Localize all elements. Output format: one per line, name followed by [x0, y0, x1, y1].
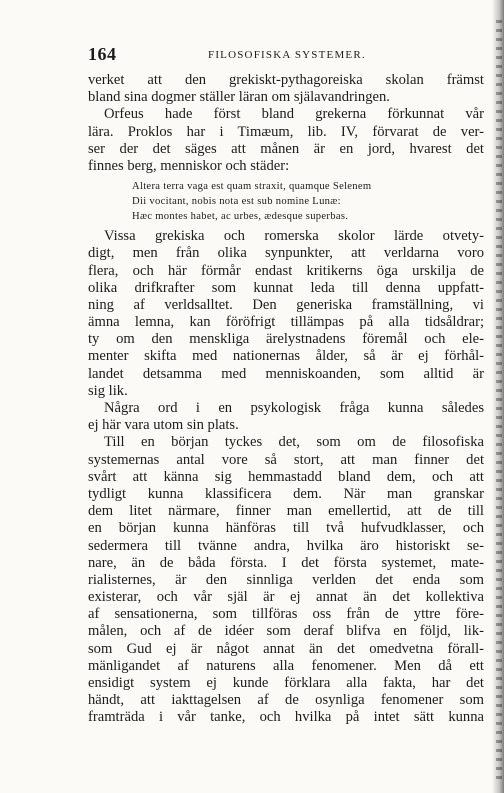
text-line: Några ord i en psykologisk fråga kunna således	[104, 400, 484, 416]
text-line: sig lik.	[88, 382, 128, 399]
text-line: händt, att iakttagelsen af de osynliga fenomener som	[88, 692, 484, 709]
quote-line: Hæc montes habet, ac urbes, ædesque superbas.	[132, 211, 349, 223]
text-line: systemernas antal vore så stort, att man finner det	[88, 451, 484, 468]
text-line: ty om den menskliga ärelystnadens föremål och ele-	[88, 331, 484, 348]
text-line: Till en början tyckes det, som om de filosofiska	[104, 434, 484, 451]
text-line: verket att den grekiskt-pythagoreiska skolan främst	[88, 72, 484, 88]
text-line: dem litet närmare, finner man emellertid, att de till	[88, 503, 484, 520]
text-line: ämna lemna, kan föröfrigt tillämpas på alla tidsåldrar;	[88, 314, 484, 331]
text-line: landet detsamma med menniskoanden, som alltid är	[88, 365, 484, 382]
running-title: FILOSOFISKA SYSTEMER.	[208, 49, 366, 61]
text-line: af sensationerna, som tillföras oss från de yttre före-	[88, 606, 484, 623]
page-number: 164	[88, 44, 117, 64]
text-line: tydligt kunna klassificera dem. När man granskar	[88, 485, 484, 502]
text-line: framträda i vår tanke, och hvilka på intet sätt kunna	[88, 709, 484, 726]
text-line: en början kunna hänföras till två hufvudklasser, och	[88, 520, 484, 537]
text-line: nare, än de båda första. I det första systemet, mate-	[88, 554, 484, 571]
text-line: sedermera till tvänne andra, hvilka äro historiskt se-	[88, 537, 484, 554]
body-text	[88, 72, 484, 727]
text-line: menter skifta med nationernas ålder, så är ej förhål-	[88, 348, 484, 365]
text-line: ej här vara utom sin plats.	[88, 417, 239, 434]
text-line: ser der det säges att månen är en jord, hvarest det	[88, 140, 484, 157]
text-line: mänligandet af naturens alla fenomener. Men då ett	[88, 657, 484, 674]
page-header	[88, 44, 484, 68]
text-line: lära. Proklos har i Timæum, lib. IV, förvarat de ver-	[88, 123, 484, 140]
latin-quote	[88, 179, 484, 224]
quote-line: Dii vocitant, nobis nota est sub nomine Lunæ:	[132, 196, 341, 208]
text-line: finnes berg, menniskor och städer:	[88, 157, 290, 174]
text-line: existerar, och vår själ är ej annat än det kollektiva	[88, 589, 484, 606]
page-edge-marks	[496, 20, 502, 780]
text-line: svårt att känna sig hemmastadd bland dem, och att	[88, 468, 484, 485]
text-line: rialisternes, är den sinnliga verlden det enda som	[88, 571, 484, 588]
text-line: Vissa grekiska och romerska skolor lärde otvety-	[104, 228, 484, 245]
text-line: bland sina dogmer ställer läran om själavandringen.	[88, 89, 390, 106]
text-line: som Gud ej är något annat än det omedvetna förall-	[88, 640, 484, 657]
text-line: ning af verldsalltet. Den generiska framställning, vi	[88, 296, 484, 313]
text-line: olika drifkrafter som kunnat leda till denna uppfatt-	[88, 279, 484, 296]
quote-line: Altera terra vaga est quam straxit, quamque Selenem	[132, 181, 372, 193]
text-line: ensidigt system ej kunde förklara alla fakta, har det	[88, 675, 484, 691]
text-line: flera, och här förmår endast kritikerns öga urskilja de	[88, 262, 484, 279]
text-line: Orfeus hade först bland grekerna förkunnat vår	[104, 106, 484, 123]
text-line: målen, och af de idéer som deraf blifva en följd, lik-	[88, 623, 484, 640]
text-line: digt, men från olika synpunkter, att verldarna voro	[88, 245, 484, 262]
